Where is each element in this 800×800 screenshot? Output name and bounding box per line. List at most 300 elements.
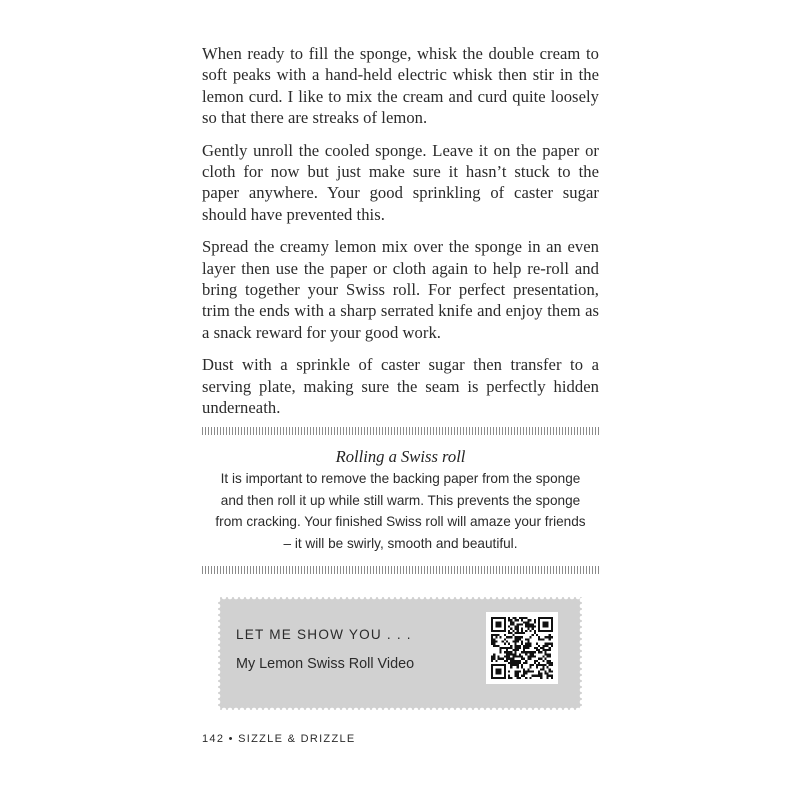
qr-module xyxy=(549,643,551,645)
qr-module xyxy=(551,670,553,672)
qr-module xyxy=(508,617,510,619)
qr-module xyxy=(519,623,521,625)
qr-module xyxy=(506,641,508,643)
qr-module xyxy=(519,653,521,655)
qr-module xyxy=(506,651,508,653)
qr-module xyxy=(504,660,506,662)
qr-module xyxy=(549,655,551,657)
qr-module xyxy=(544,670,546,672)
qr-module xyxy=(538,673,540,675)
qr-module xyxy=(510,658,512,660)
qr-module xyxy=(512,649,514,651)
qr-module xyxy=(547,655,549,657)
qr-module xyxy=(504,643,506,645)
qr-module xyxy=(506,636,508,638)
qr-module xyxy=(529,636,531,638)
qr-module xyxy=(538,651,540,653)
qr-module xyxy=(500,677,502,679)
qr-module xyxy=(512,653,514,655)
qr-module xyxy=(542,647,544,649)
qr-module xyxy=(542,626,544,628)
qr-module xyxy=(515,643,517,645)
qr-module xyxy=(536,647,538,649)
qr-module xyxy=(495,660,497,662)
qr-module xyxy=(529,655,531,657)
qr-module xyxy=(497,630,499,632)
qr-module xyxy=(510,628,512,630)
qr-module xyxy=(510,653,512,655)
qr-module xyxy=(508,651,510,653)
qr-module xyxy=(529,645,531,647)
qr-module xyxy=(544,649,546,651)
qr-module xyxy=(527,643,529,645)
qr-module xyxy=(515,673,517,675)
qr-module xyxy=(491,638,493,640)
qr-module xyxy=(527,641,529,643)
qr-module xyxy=(495,664,497,666)
qr-module xyxy=(515,651,517,653)
qr-module xyxy=(547,623,549,625)
qr-module xyxy=(495,626,497,628)
qr-module xyxy=(493,655,495,657)
qr-module xyxy=(493,677,495,679)
qr-code-icon[interactable] xyxy=(486,612,558,684)
qr-module xyxy=(525,647,527,649)
qr-module xyxy=(491,677,493,679)
qr-module xyxy=(517,662,519,664)
qr-module xyxy=(500,664,502,666)
qr-module xyxy=(491,673,493,675)
qr-module xyxy=(510,677,512,679)
qr-module xyxy=(497,634,499,636)
qr-module xyxy=(515,662,517,664)
qr-module xyxy=(547,643,549,645)
qr-module xyxy=(542,668,544,670)
qr-module xyxy=(547,621,549,623)
qr-module xyxy=(491,643,493,645)
qr-module xyxy=(540,651,542,653)
qr-module xyxy=(538,619,540,621)
qr-module xyxy=(515,641,517,643)
qr-module xyxy=(527,655,529,657)
qr-module xyxy=(497,664,499,666)
qr-module xyxy=(549,647,551,649)
qr-module xyxy=(525,626,527,628)
qr-module xyxy=(523,675,525,677)
qr-module xyxy=(551,643,553,645)
qr-module xyxy=(510,619,512,621)
qr-module xyxy=(544,658,546,660)
qr-module xyxy=(538,664,540,666)
video-link[interactable]: My Lemon Swiss Roll Video xyxy=(236,656,415,672)
qr-module xyxy=(515,628,517,630)
qr-module xyxy=(491,634,493,636)
qr-module xyxy=(515,647,517,649)
qr-module xyxy=(538,623,540,625)
qr-module xyxy=(493,664,495,666)
qr-module xyxy=(547,673,549,675)
qr-module xyxy=(536,664,538,666)
qr-module xyxy=(504,630,506,632)
qr-module xyxy=(508,653,510,655)
qr-module xyxy=(525,677,527,679)
page-number: 142 xyxy=(202,733,225,745)
qr-module xyxy=(515,617,517,619)
qr-module xyxy=(544,626,546,628)
qr-module xyxy=(551,628,553,630)
qr-module xyxy=(512,655,514,657)
qr-module xyxy=(495,645,497,647)
qr-module xyxy=(504,651,506,653)
qr-module xyxy=(544,645,546,647)
qr-module xyxy=(497,673,499,675)
qr-module xyxy=(515,636,517,638)
method-text xyxy=(202,43,599,430)
qr-module xyxy=(493,641,495,643)
qr-module xyxy=(508,662,510,664)
qr-module xyxy=(532,664,534,666)
qr-module xyxy=(504,634,506,636)
qr-module xyxy=(519,632,521,634)
qr-module xyxy=(523,649,525,651)
method-paragraph-3: Spread the creamy lemon mix over the sponge in an even layer then use the paper or cloth again to help re-roll and bring together your Swiss roll. For perfect presentation, trim the ends with a sharp serrated knife and enjoy them as a snack reward for your good work. xyxy=(202,237,599,342)
qr-module xyxy=(551,636,553,638)
qr-module xyxy=(540,664,542,666)
qr-module xyxy=(502,647,504,649)
qr-module xyxy=(544,673,546,675)
qr-module xyxy=(525,623,527,625)
qr-module xyxy=(491,660,493,662)
qr-module xyxy=(515,664,517,666)
qr-module xyxy=(493,634,495,636)
qr-module xyxy=(547,645,549,647)
qr-module xyxy=(523,673,525,675)
qr-module xyxy=(529,643,531,645)
qr-module xyxy=(525,630,527,632)
qr-module xyxy=(493,638,495,640)
qr-module xyxy=(517,636,519,638)
qr-module xyxy=(534,619,536,621)
qr-module xyxy=(512,623,514,625)
video-callout xyxy=(218,597,582,710)
qr-module xyxy=(504,621,506,623)
qr-module xyxy=(504,677,506,679)
qr-module xyxy=(515,670,517,672)
qr-module xyxy=(529,623,531,625)
qr-module xyxy=(547,675,549,677)
qr-module xyxy=(519,655,521,657)
qr-module xyxy=(532,655,534,657)
qr-module xyxy=(544,623,546,625)
qr-module xyxy=(504,668,506,670)
qr-module xyxy=(534,632,536,634)
qr-module xyxy=(521,628,523,630)
qr-module xyxy=(497,617,499,619)
qr-module xyxy=(491,664,493,666)
qr-module xyxy=(521,664,523,666)
qr-module xyxy=(527,621,529,623)
qr-module xyxy=(491,628,493,630)
method-paragraph-1: When ready to fill the sponge, whisk the double cream to soft peaks with a hand-held electric whisk then stir in the lemon curd. I like to mix the cream and curd quite loosely so that there are streaks of lemon. xyxy=(202,44,599,128)
tip-box xyxy=(202,446,599,554)
qr-module xyxy=(500,658,502,660)
footer-separator: • xyxy=(228,733,234,745)
qr-module xyxy=(519,677,521,679)
qr-module xyxy=(517,670,519,672)
qr-module xyxy=(523,668,525,670)
qr-module xyxy=(527,647,529,649)
qr-module xyxy=(525,662,527,664)
qr-module xyxy=(538,645,540,647)
qr-module xyxy=(542,617,544,619)
qr-module xyxy=(510,651,512,653)
qr-module xyxy=(517,675,519,677)
qr-module xyxy=(500,651,502,653)
qr-module xyxy=(532,626,534,628)
qr-module xyxy=(547,630,549,632)
qr-module xyxy=(519,638,521,640)
qr-module xyxy=(508,626,510,628)
qr-module xyxy=(491,675,493,677)
qr-module xyxy=(493,617,495,619)
qr-module xyxy=(508,677,510,679)
qr-module xyxy=(504,619,506,621)
qr-module xyxy=(506,653,508,655)
qr-module xyxy=(517,645,519,647)
qr-module xyxy=(536,634,538,636)
qr-module xyxy=(523,632,525,634)
qr-module xyxy=(500,617,502,619)
qr-module xyxy=(538,636,540,638)
qr-module xyxy=(510,664,512,666)
qr-module xyxy=(497,655,499,657)
qr-module xyxy=(529,664,531,666)
qr-module xyxy=(542,621,544,623)
qr-module xyxy=(536,649,538,651)
qr-module xyxy=(517,628,519,630)
qr-module xyxy=(512,621,514,623)
tip-title: Rolling a Swiss roll xyxy=(335,447,466,466)
qr-module xyxy=(517,673,519,675)
qr-module xyxy=(534,647,536,649)
qr-module xyxy=(542,649,544,651)
qr-module xyxy=(534,675,536,677)
qr-module xyxy=(521,632,523,634)
qr-module xyxy=(542,666,544,668)
qr-module xyxy=(519,670,521,672)
qr-module xyxy=(544,664,546,666)
qr-module xyxy=(529,670,531,672)
qr-module xyxy=(549,636,551,638)
qr-module xyxy=(510,621,512,623)
qr-module xyxy=(538,628,540,630)
qr-module xyxy=(544,643,546,645)
qr-module xyxy=(504,617,506,619)
qr-module xyxy=(525,670,527,672)
qr-module xyxy=(547,617,549,619)
qr-module xyxy=(551,662,553,664)
tip-body: It is important to remove the backing paper from the sponge and then roll it up while still warm. This prevents the sponge from cracking. Your finished Swiss roll will amaze your friends – it will be swirly, smooth and beautiful. xyxy=(215,471,586,551)
qr-module xyxy=(500,670,502,672)
qr-module xyxy=(538,658,540,660)
qr-module xyxy=(510,632,512,634)
qr-module xyxy=(544,630,546,632)
qr-module xyxy=(551,645,553,647)
qr-module xyxy=(517,647,519,649)
qr-module xyxy=(493,630,495,632)
qr-module xyxy=(510,636,512,638)
qr-module xyxy=(495,623,497,625)
qr-module xyxy=(521,658,523,660)
qr-module xyxy=(517,664,519,666)
qr-module xyxy=(532,670,534,672)
qr-module xyxy=(517,638,519,640)
qr-module xyxy=(549,662,551,664)
qr-module xyxy=(544,651,546,653)
qr-module xyxy=(497,658,499,660)
qr-module xyxy=(517,677,519,679)
qr-module xyxy=(542,630,544,632)
qr-module xyxy=(495,636,497,638)
qr-module xyxy=(540,617,542,619)
qr-module xyxy=(510,647,512,649)
qr-module xyxy=(527,628,529,630)
qr-module xyxy=(515,660,517,662)
qr-module xyxy=(515,655,517,657)
qr-module xyxy=(534,621,536,623)
qr-module xyxy=(500,636,502,638)
qr-module xyxy=(497,670,499,672)
qr-module xyxy=(517,649,519,651)
tip-divider-bottom xyxy=(202,566,599,574)
qr-module xyxy=(491,636,493,638)
qr-module xyxy=(517,666,519,668)
qr-module xyxy=(504,647,506,649)
qr-module xyxy=(549,649,551,651)
qr-module xyxy=(529,677,531,679)
qr-module xyxy=(549,638,551,640)
page-footer xyxy=(202,733,356,745)
qr-module xyxy=(549,664,551,666)
qr-module xyxy=(504,623,506,625)
qr-module xyxy=(504,655,506,657)
qr-module xyxy=(529,651,531,653)
qr-module xyxy=(510,666,512,668)
qr-module xyxy=(549,653,551,655)
qr-module xyxy=(527,670,529,672)
qr-module xyxy=(491,621,493,623)
qr-module xyxy=(515,632,517,634)
qr-module xyxy=(540,673,542,675)
qr-module xyxy=(547,677,549,679)
qr-module xyxy=(544,621,546,623)
qr-module xyxy=(519,636,521,638)
qr-module xyxy=(521,666,523,668)
qr-module xyxy=(523,658,525,660)
qr-module xyxy=(542,664,544,666)
qr-module xyxy=(491,668,493,670)
qr-module xyxy=(542,660,544,662)
qr-module xyxy=(508,647,510,649)
qr-module xyxy=(491,658,493,660)
qr-module xyxy=(521,641,523,643)
qr-module xyxy=(521,655,523,657)
qr-module xyxy=(491,655,493,657)
qr-module xyxy=(551,626,553,628)
qr-module xyxy=(542,638,544,640)
qr-module xyxy=(515,649,517,651)
qr-code-graphic xyxy=(491,617,553,679)
qr-module xyxy=(517,660,519,662)
qr-module xyxy=(525,621,527,623)
qr-module xyxy=(517,655,519,657)
qr-module xyxy=(510,662,512,664)
qr-module xyxy=(519,645,521,647)
qr-module xyxy=(515,653,517,655)
qr-module xyxy=(532,628,534,630)
qr-module xyxy=(517,619,519,621)
qr-module xyxy=(517,623,519,625)
qr-module xyxy=(540,677,542,679)
qr-module xyxy=(527,626,529,628)
qr-module xyxy=(512,641,514,643)
qr-module xyxy=(504,666,506,668)
qr-module xyxy=(549,617,551,619)
qr-module xyxy=(495,673,497,675)
qr-module xyxy=(538,617,540,619)
qr-module xyxy=(493,645,495,647)
qr-module xyxy=(527,668,529,670)
qr-module xyxy=(519,617,521,619)
qr-module xyxy=(547,662,549,664)
qr-module xyxy=(547,660,549,662)
qr-module xyxy=(547,653,549,655)
qr-module xyxy=(521,636,523,638)
qr-module xyxy=(523,651,525,653)
qr-module xyxy=(527,638,529,640)
qr-module xyxy=(512,662,514,664)
qr-module xyxy=(515,638,517,640)
qr-module xyxy=(525,638,527,640)
qr-module xyxy=(542,645,544,647)
qr-module xyxy=(525,660,527,662)
qr-module xyxy=(540,675,542,677)
qr-module xyxy=(512,617,514,619)
qr-module xyxy=(493,653,495,655)
qr-module xyxy=(512,630,514,632)
qr-module xyxy=(547,666,549,668)
qr-module xyxy=(502,617,504,619)
qr-module xyxy=(500,647,502,649)
qr-module xyxy=(521,630,523,632)
qr-module xyxy=(540,630,542,632)
qr-module xyxy=(538,670,540,672)
qr-module xyxy=(495,617,497,619)
qr-module xyxy=(529,626,531,628)
qr-module xyxy=(547,649,549,651)
qr-module xyxy=(542,655,544,657)
qr-module xyxy=(500,630,502,632)
qr-module xyxy=(551,677,553,679)
qr-module xyxy=(538,626,540,628)
qr-module xyxy=(512,664,514,666)
qr-module xyxy=(506,649,508,651)
qr-module xyxy=(525,645,527,647)
qr-module xyxy=(517,632,519,634)
qr-module xyxy=(504,670,506,672)
qr-module xyxy=(551,630,553,632)
qr-module xyxy=(532,675,534,677)
